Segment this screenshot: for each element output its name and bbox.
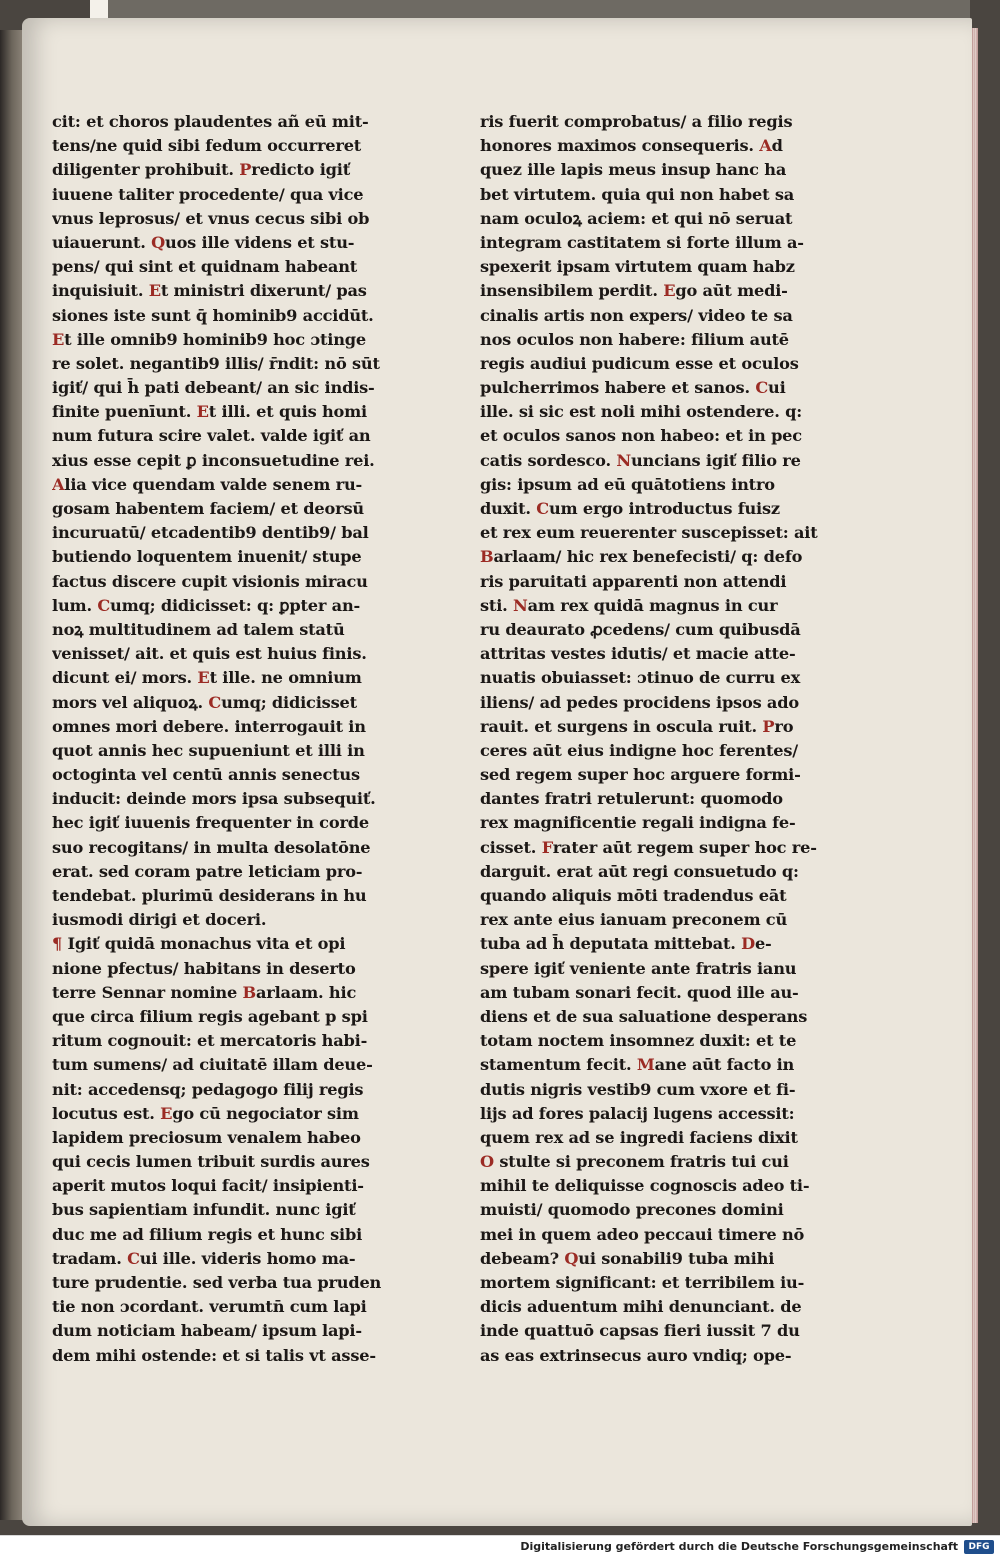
dfg-logo-icon: DFG — [964, 1540, 994, 1554]
manuscript-line: inde quattuō capsas fieri iussit 7 du — [480, 1321, 800, 1341]
rubricated-initial: C — [536, 499, 549, 518]
manuscript-line: quem rex ad se ingredi faciens dixit — [480, 1127, 798, 1147]
manuscript-line: regis audiui pudicum esse et oculos — [480, 353, 799, 373]
manuscript-line: darguit. erat aūt regi consuetudo q: — [480, 861, 799, 881]
rubricated-initial: E — [196, 402, 209, 422]
manuscript-line: dum noticiam habeam/ ipsum lapi- — [52, 1321, 362, 1341]
manuscript-line: sed regem super hoc arguere formi- — [480, 765, 801, 785]
manuscript-line: xius esse cepit ꝑ inconsuetudine rei. — [52, 450, 375, 470]
manuscript-line: tens/ne quid sibi fedum occurreret — [52, 136, 362, 156]
rubricated-initial: B — [480, 547, 494, 567]
manuscript-line: ritum cognouit: et mercatoris habi- — [52, 1031, 368, 1051]
manuscript-line: sti. Nam rex quidā magnus in cur — [480, 595, 778, 615]
manuscript-line: mortem significant: et terribilem iu- — [480, 1273, 805, 1292]
manuscript-line: nit: accedensq; pedagogo filij regis — [52, 1079, 364, 1099]
manuscript-line: O stulte si preconem fratris tui cui — [480, 1152, 789, 1172]
manuscript-line: diligenter prohibuit. Predicto igiť — [52, 160, 350, 180]
manuscript-line: am tubam sonari fecit. quod ille au- — [480, 982, 799, 1002]
rubricated-initial: B — [242, 982, 256, 1002]
manuscript-line: duxit. Cum ergo introductus fuisz — [480, 499, 780, 518]
text-column-right — [480, 110, 820, 1368]
manuscript-line: tum sumens/ ad ciuitatē illam deue- — [52, 1055, 373, 1075]
manuscript-line: uiauerunt. Quos ille videns et stu- — [52, 232, 355, 252]
manuscript-line: omnes mori debere. interrogauit in — [52, 716, 366, 736]
manuscript-line: tendebat. plurimū desiderans in hu — [52, 886, 367, 905]
manuscript-line: gis: ipsum ad eū quātotiens intro — [480, 474, 775, 494]
manuscript-line: ture prudentie. sed verba tua pruden — [52, 1273, 382, 1292]
manuscript-line: spere igiť veniente ante fratris ianu — [480, 958, 797, 978]
rubricated-initial: E — [663, 281, 676, 301]
manuscript-line: insensibilem perdit. Ego aūt medi- — [480, 281, 788, 301]
manuscript-line: quez ille lapis meus insup hanc ha — [480, 160, 787, 180]
manuscript-line: cinalis artis non expers/ video te sa — [480, 305, 793, 325]
manuscript-line: quot annis hec supueniunt et illi in — [52, 740, 365, 760]
manuscript-line: integram castitatem si forte illum a- — [480, 232, 804, 252]
rubricated-initial: E — [148, 281, 161, 301]
manuscript-line: ¶ Igiť quidā monachus vita et opi — [52, 934, 346, 954]
manuscript-line: pulcherrimos habere et sanos. Cui — [480, 378, 786, 398]
text-column-left — [52, 110, 412, 1368]
manuscript-line: Barlaam/ hic rex benefecisti/ q: defo — [480, 547, 803, 567]
rubricated-initial: D — [741, 934, 755, 954]
manuscript-line: butiendo loquentem inuenit/ stupe — [52, 547, 362, 567]
manuscript-line: aperit mutos loqui facit/ insipienti- — [52, 1176, 364, 1196]
manuscript-line: muisti/ quomodo precones domini — [480, 1200, 784, 1220]
manuscript-line: noꝝ multitudinem ad talem statū — [52, 619, 345, 639]
funding-credit: Digitalisierung gefördert durch die Deutsche Forschungsgemeinschaft — [520, 1540, 958, 1553]
manuscript-line: honores maximos consequeris. Ad — [480, 136, 783, 156]
manuscript-line: et rex eum reuerenter suscepisset: ait — [480, 523, 818, 543]
manuscript-line: hec igiť iuuenis frequenter in corde — [52, 813, 369, 833]
rubricated-initial: P — [762, 716, 775, 736]
manuscript-line: igiť/ qui h̄ pati debeant/ an sic indis- — [52, 378, 375, 398]
manuscript-line: spexerit ipsam virtutem quam habz — [480, 257, 795, 277]
manuscript-line: cisset. Frater aūt regem super hoc re- — [480, 837, 817, 857]
rubricated-initial: M — [636, 1055, 655, 1075]
manuscript-line: attritas vestes idutis/ et macie atte- — [480, 644, 796, 664]
rubricated-initial: Q — [151, 232, 165, 252]
manuscript-line: tuba ad h̄ deputata mittebat. De- — [480, 934, 772, 954]
manuscript-line: siones iste sunt q̄ hominib9 accidūt. — [52, 305, 374, 325]
manuscript-line: factus discere cupit visionis miracu — [52, 571, 368, 591]
rubricated-initial: N — [616, 450, 631, 470]
rubricated-initial: C — [97, 595, 111, 615]
manuscript-line: as eas extrinsecus auro vndiq; ope- — [480, 1345, 792, 1365]
manuscript-line: tradam. Cui ille. videris homo ma- — [52, 1248, 356, 1268]
manuscript-line: mors vel aliquoꝝ. Cumq; didicisset — [52, 692, 357, 712]
manuscript-line: finite puenīunt. Et illi. et quis homi — [52, 402, 368, 422]
manuscript-line: tie non ɔcordant. verumtn̄ cum lapi — [52, 1297, 367, 1317]
manuscript-line: lijs ad fores palacij lugens accessit: — [480, 1103, 795, 1123]
manuscript-line: quando aliquis mōti tradendus eāt — [480, 886, 787, 905]
manuscript-line: Alia vice quendam valde senem ru- — [52, 474, 363, 494]
rubricated-initial: Q — [564, 1248, 579, 1268]
manuscript-line: cit: et choros plaudentes añ eū mit- — [52, 112, 369, 131]
manuscript-line: mihil te deliquisse cognoscis adeo ti- — [480, 1176, 810, 1196]
manuscript-line: terre Sennar nomine Barlaam. hic — [52, 982, 357, 1002]
rubricated-initial: E — [52, 329, 65, 349]
manuscript-line: rex magnificentie regali indigna fe- — [480, 813, 796, 833]
digitization-footer — [0, 1535, 1000, 1559]
manuscript-line: suo recogitans/ in multa desolatōne — [52, 837, 371, 857]
manuscript-line: dicis aduentum mihi denunciant. de — [480, 1297, 802, 1317]
rubricated-initial: A — [52, 474, 65, 494]
manuscript-line: mei in quem adeo peccaui timere nō — [480, 1224, 805, 1244]
manuscript-line: ru deaurato ꝓcedens/ cum quibusdā — [480, 619, 801, 639]
manuscript-line: iliens/ ad pedes procidens ipsos ado — [480, 692, 799, 712]
manuscript-line: nione pfectus/ habitans in deserto — [52, 958, 356, 978]
manuscript-line: dutis nigris vestib9 cum vxore et fi- — [480, 1079, 796, 1099]
manuscript-line: dicunt ei/ mors. Et ille. ne omnium — [52, 668, 362, 688]
manuscript-line: erat. sed coram patre leticiam pro- — [52, 861, 363, 881]
manuscript-line: lapidem preciosum venalem habeo — [52, 1127, 361, 1147]
manuscript-line: bet virtutem. quia qui non habet sa — [480, 184, 795, 204]
rubricated-initial: A — [759, 136, 772, 156]
manuscript-line: nuatis obuiasset: ɔtinuo de curru ex — [480, 668, 801, 688]
manuscript-line: diens et de sua saluatione desperans — [480, 1006, 808, 1026]
manuscript-line: vnus leprosus/ et vnus cecus sibi ob — [52, 208, 370, 228]
manuscript-line: duc me ad filium regis et hunc sibi — [52, 1224, 363, 1244]
manuscript-line: et oculos sanos non habeo: et in pec — [480, 426, 802, 446]
rubricated-initial: C — [127, 1248, 140, 1268]
manuscript-line: locutus est. Ego cū negociator sim — [52, 1103, 359, 1123]
manuscript-line: ille. si sic est noli mihi ostendere. q: — [480, 402, 802, 422]
manuscript-line: venisset/ ait. et quis est huius finis. — [52, 644, 367, 664]
rubricated-initial: O — [480, 1152, 494, 1172]
manuscript-line: dem mihi ostende: et si talis vt asse- — [52, 1345, 376, 1365]
rubricated-initial: F — [541, 837, 553, 857]
rubricated-initial: N — [513, 595, 528, 615]
manuscript-line: pens/ qui sint et quidnam habeant — [52, 257, 358, 277]
rubricated-initial: C — [755, 378, 769, 398]
manuscript-line: ris fuerit comprobatus/ a filio regis — [480, 112, 793, 131]
manuscript-line: num futura scire valet. valde igiť an — [52, 426, 371, 446]
manuscript-line: inducit: deinde mors ipsa subsequiť. — [52, 789, 376, 809]
manuscript-line: que circa filium regis agebant p spi — [52, 1006, 368, 1026]
manuscript-line: ris paruitati apparenti non attendi — [480, 571, 787, 591]
manuscript-line: gosam habentem faciem/ et deorsū — [52, 499, 364, 518]
manuscript-line: octoginta vel centū annis senectus — [52, 765, 360, 785]
manuscript-line: debeam? Qui sonabili9 tuba mihi — [480, 1248, 775, 1268]
manuscript-line: lum. Cumq; didicisset: q: ꝑpter an- — [52, 595, 361, 615]
manuscript-line: ceres aūt eius indigne hoc ferentes/ — [480, 740, 798, 760]
manuscript-line: stamentum fecit. Mane aūt facto in — [480, 1055, 795, 1075]
manuscript-line: iuuene taliter procedente/ qua vice — [52, 184, 364, 204]
manuscript-line: iusmodi dirigi et doceri. — [52, 910, 267, 930]
manuscript-line: nam oculoꝝ aciem: et qui nō seruat — [480, 208, 793, 228]
manuscript-line: inquisiuit. Et ministri dixerunt/ pas — [52, 281, 367, 301]
manuscript-line: totam noctem insomnez duxit: et te — [480, 1031, 797, 1051]
rubricated-initial: E — [160, 1103, 173, 1123]
manuscript-line: rauit. et surgens in oscula ruit. Pro — [480, 716, 794, 736]
manuscript-line: bus sapientiam infundit. nunc igiť — [52, 1200, 356, 1220]
manuscript-line: qui cecis lumen tribuit surdis aures — [52, 1152, 370, 1172]
manuscript-line: Et ille omnib9 hominib9 hoc ɔtinge — [52, 329, 367, 349]
rubricated-initial: ¶ — [52, 934, 63, 954]
manuscript-line: rex ante eius ianuam preconem cū — [480, 910, 788, 930]
rubricated-initial: E — [197, 668, 210, 688]
rubricated-initial: P — [239, 160, 252, 180]
manuscript-line: dantes fratri retulerunt: quomodo — [480, 789, 783, 809]
manuscript-line: incuruatū/ etcadentib9 dentib9/ bal — [52, 523, 369, 543]
rubricated-initial: C — [208, 692, 222, 712]
manuscript-line: nos oculos non habere: filium autē — [480, 329, 789, 349]
manuscript-line: catis sordesco. Nuncians igiť filio re — [480, 450, 801, 470]
manuscript-line: re solet. negantib9 illis/ r̄ndit: nō sūt — [52, 353, 380, 373]
